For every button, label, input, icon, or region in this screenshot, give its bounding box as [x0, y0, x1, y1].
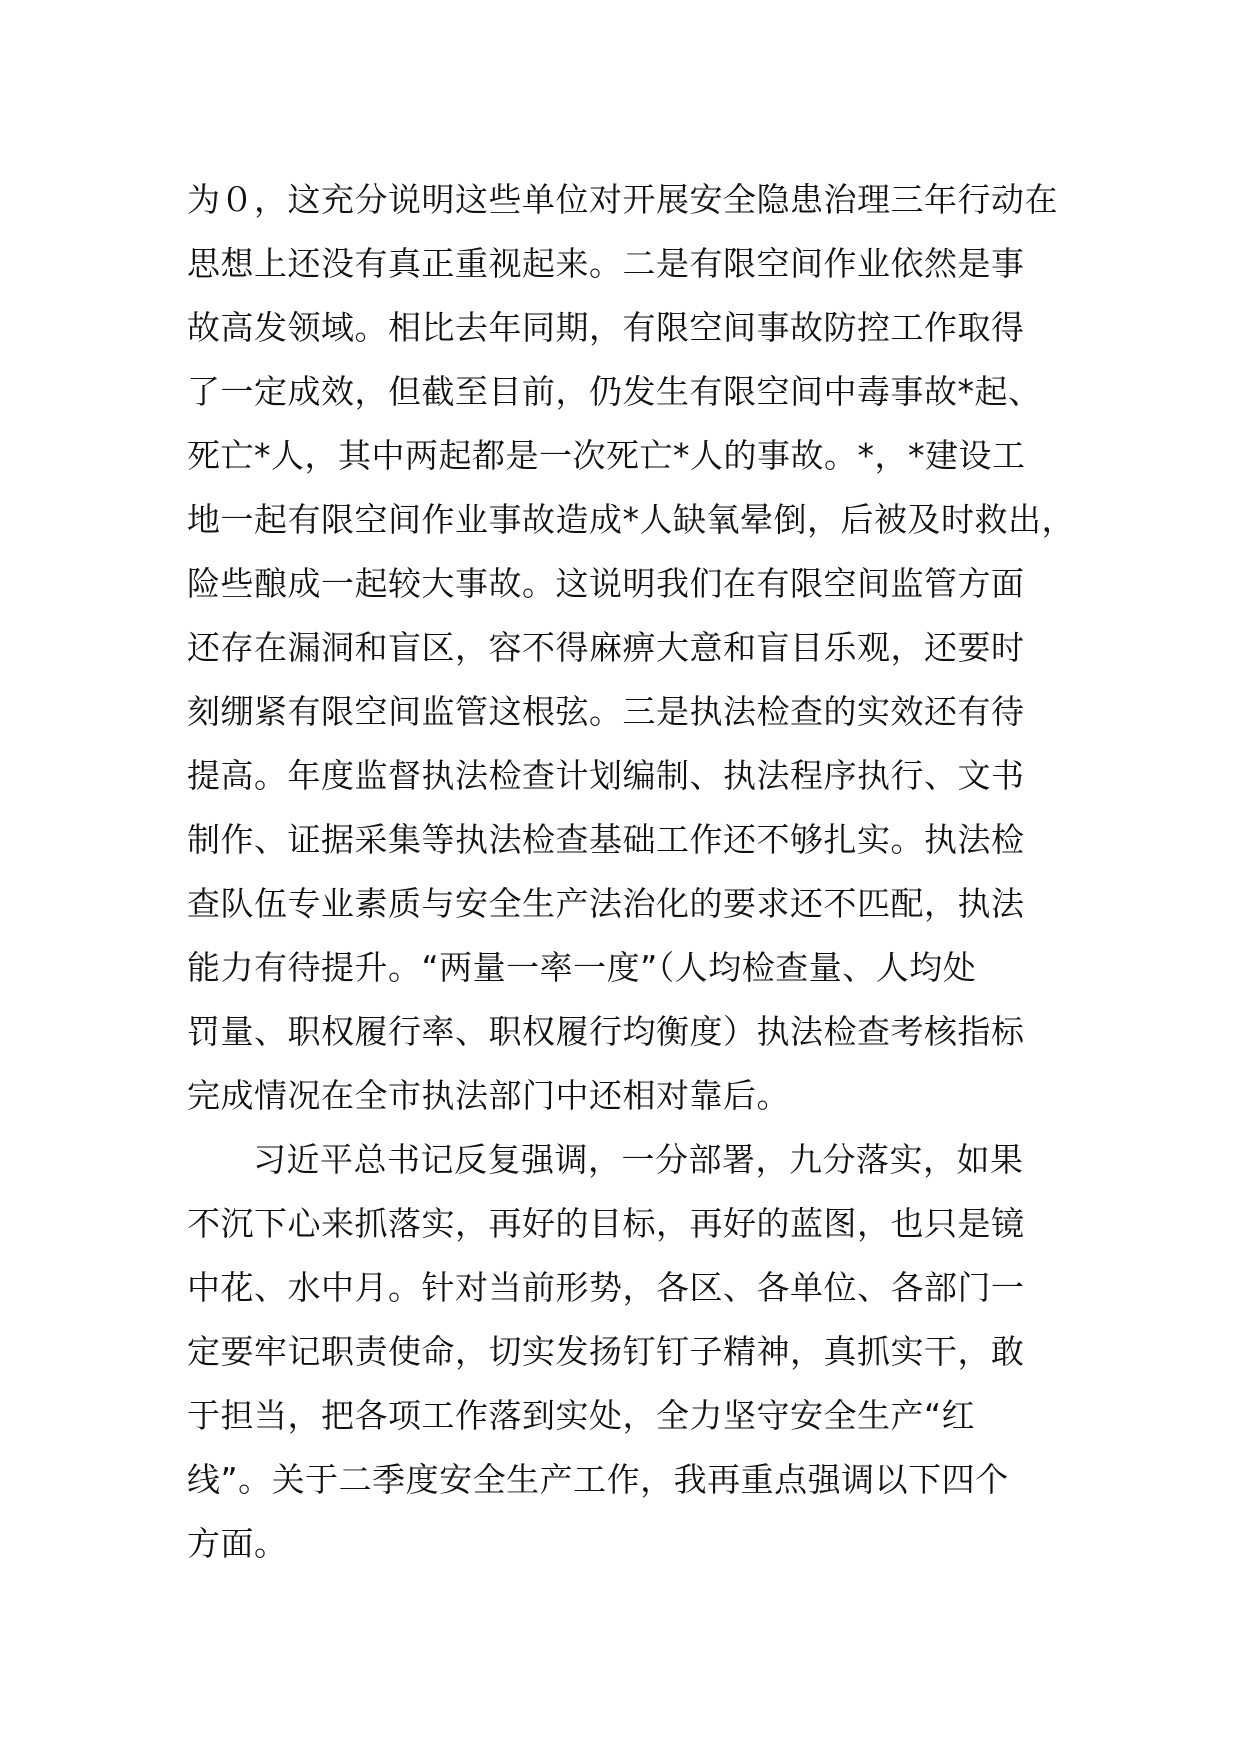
text-line: 能力有待提升。“两量一率一度”（人均检查量、人均处 — [187, 948, 977, 987]
text-line: 方面。 — [187, 1524, 288, 1563]
text-line: 不沉下心来抓落实，再好的目标，再好的蓝图，也只是镜 — [187, 1204, 1025, 1243]
text-line: 地一起有限空间作业事故造成*人缺氧晕倒，后被及时救出， — [187, 500, 1075, 539]
text-line: 完成情况在全市执法部门中还相对靠后。 — [187, 1076, 790, 1115]
text-line: 为０，这充分说明这些单位对开展安全隐患治理三年行动在 — [187, 180, 1058, 219]
paragraph-2 — [187, 1128, 1087, 1576]
text-line: 思想上还没有真正重视起来。二是有限空间作业依然是事 — [187, 244, 1025, 283]
text-line: 查队伍专业素质与安全生产法治化的要求还不匹配，执法 — [187, 884, 1025, 923]
text-line: 定要牢记职责使命，切实发扬钉钉子精神，真抓实干，敢 — [187, 1332, 1025, 1371]
text-line: 线”。关于二季度安全生产工作，我再重点强调以下四个 — [187, 1460, 1009, 1499]
text-line-indented: 习近平总书记反复强调，一分部署，九分落实，如果 — [253, 1140, 1024, 1179]
text-line: 中花、水中月。针对当前形势，各区、各单位、各部门一 — [187, 1268, 1025, 1307]
text-line: 罚量、职权履行率、职权履行均衡度）执法检查考核指标 — [187, 1012, 1025, 1051]
paragraph-1 — [187, 168, 1087, 1128]
text-line: 制作、证据采集等执法检查基础工作还不够扎实。执法检 — [187, 820, 1025, 859]
text-line: 了一定成效，但截至目前，仍发生有限空间中毒事故*起、 — [187, 372, 1042, 411]
text-line: 提高。年度监督执法检查计划编制、执法程序执行、文书 — [187, 756, 1025, 795]
text-line: 刻绷紧有限空间监管这根弦。三是执法检查的实效还有待 — [187, 692, 1025, 731]
text-line: 于担当，把各项工作落到实处，全力坚守安全生产“红 — [187, 1396, 976, 1435]
text-line: 还存在漏洞和盲区，容不得麻痹大意和盲目乐观，还要时 — [187, 628, 1025, 667]
text-line: 险些酿成一起较大事故。这说明我们在有限空间监管方面 — [187, 564, 1025, 603]
text-line: 故高发领域。相比去年同期，有限空间事故防控工作取得 — [187, 308, 1025, 347]
document-body — [187, 168, 1087, 1576]
text-line: 死亡*人，其中两起都是一次死亡*人的事故。*，*建设工 — [187, 436, 1026, 475]
